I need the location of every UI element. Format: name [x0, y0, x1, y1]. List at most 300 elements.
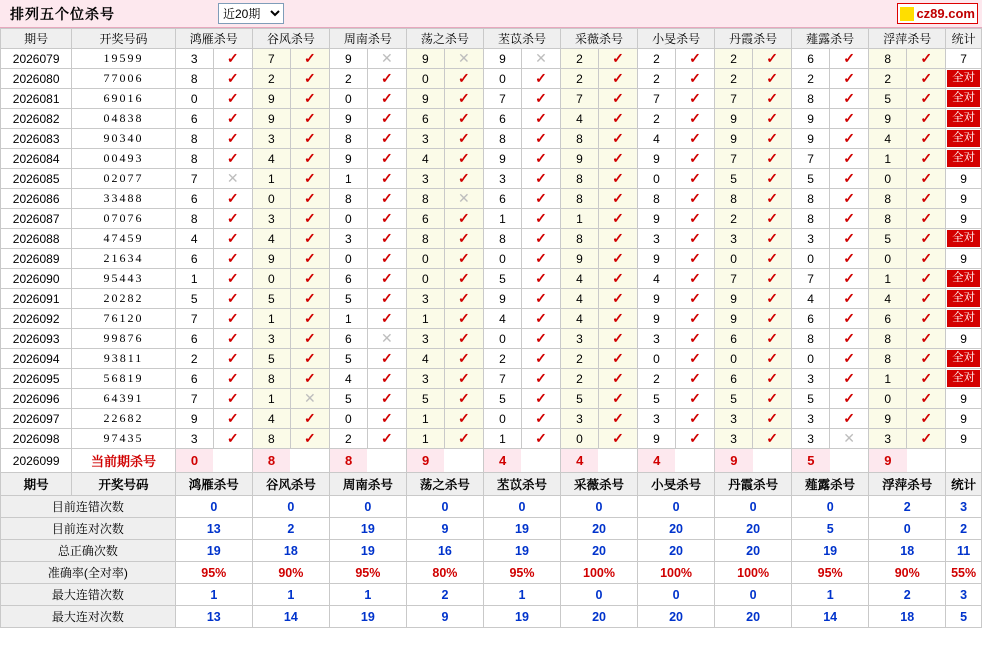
table-row: [1, 329, 982, 349]
cell-result-mark: [675, 229, 714, 249]
cell-kill-number: 2: [869, 69, 907, 89]
cell-kill-number: 2: [792, 69, 830, 89]
cell-result-mark: [444, 309, 483, 329]
cell-current-kill-number: 8: [329, 449, 367, 473]
tick-icon: ✓: [689, 390, 701, 406]
tick-icon: ✓: [226, 250, 239, 266]
cross-icon: ✕: [843, 430, 855, 446]
cell-kill-number: 4: [792, 289, 830, 309]
cell-kill-number: 0: [483, 69, 521, 89]
cell-stat: [946, 129, 982, 149]
cell-stat: 9: [946, 389, 982, 409]
table-row: [1, 269, 982, 289]
tick-icon: ✓: [612, 390, 624, 406]
cell-stat: [946, 269, 982, 289]
cell-result-mark: [907, 289, 946, 309]
cell-kill-number: 8: [406, 229, 444, 249]
cell-kill-number: 9: [715, 289, 753, 309]
tick-icon: ✓: [689, 370, 701, 386]
cell-result-mark: [444, 269, 483, 289]
tick-icon: ✓: [226, 110, 239, 126]
cell-result-mark: [444, 169, 483, 189]
cell-result-mark: [907, 89, 946, 109]
cell-result-mark: [907, 169, 946, 189]
cell-result-mark: [675, 209, 714, 229]
tick-icon: ✓: [535, 190, 547, 206]
cell-kill-number: 9: [483, 49, 521, 69]
cell-kill-number: 3: [638, 229, 676, 249]
tick-icon: ✓: [689, 190, 701, 206]
cell-result-mark: [213, 269, 252, 289]
tick-icon: ✓: [380, 410, 393, 426]
cell-result-mark: [521, 369, 560, 389]
cell-code: 95443: [72, 269, 175, 289]
cell-kill-number: 0: [406, 69, 444, 89]
tick-icon: ✓: [226, 350, 239, 366]
table-row: [1, 89, 982, 109]
stats-total: 55%: [946, 562, 982, 584]
cell-kill-number: 8: [483, 229, 521, 249]
tick-icon: ✓: [612, 370, 624, 386]
cell-kill-number: 2: [638, 49, 676, 69]
cell-kill-number: 8: [175, 149, 213, 169]
cell-issue: 2026080: [1, 69, 72, 89]
cell-current-blank: [907, 449, 946, 473]
cell-result-mark: [753, 289, 792, 309]
stats-cell: 20: [638, 606, 715, 628]
tick-icon: ✓: [303, 230, 316, 246]
cell-kill-number: 6: [715, 369, 753, 389]
tick-icon: ✓: [380, 290, 393, 306]
cell-result-mark: [830, 169, 869, 189]
cell-code: 93811: [72, 349, 175, 369]
cell-kill-number: 6: [175, 189, 213, 209]
cell-result-mark: [907, 129, 946, 149]
cell-kill-number: 9: [638, 249, 676, 269]
cell-result-mark: [753, 209, 792, 229]
cell-result-mark: [290, 49, 329, 69]
cell-result-mark: [598, 429, 637, 449]
cell-result-mark: [290, 429, 329, 449]
cell-kill-number: 8: [329, 189, 367, 209]
cell-kill-number: 4: [175, 229, 213, 249]
cell-kill-number: 9: [638, 309, 676, 329]
cell-issue: 2026092: [1, 309, 72, 329]
cell-kill-number: 0: [715, 249, 753, 269]
cell-current-blank: [444, 449, 483, 473]
stats-cell: 1: [252, 584, 329, 606]
stats-cell: 2: [252, 518, 329, 540]
cell-kill-number: 0: [252, 189, 290, 209]
cell-stat: 9: [946, 169, 982, 189]
cell-result-mark: [830, 429, 869, 449]
cell-result-mark: [367, 369, 406, 389]
cell-result-mark: [290, 89, 329, 109]
logo-square-icon: [900, 7, 914, 21]
tick-icon: ✓: [612, 50, 624, 66]
tick-icon: ✓: [458, 90, 470, 106]
tick-icon: ✓: [843, 210, 855, 226]
cell-kill-number: 7: [792, 149, 830, 169]
cell-result-mark: [907, 209, 946, 229]
cell-result-mark: [753, 349, 792, 369]
cell-kill-number: 8: [869, 349, 907, 369]
cell-result-mark: [675, 49, 714, 69]
cell-kill-number: 8: [869, 49, 907, 69]
tick-icon: ✓: [689, 270, 701, 286]
col-header-c3: 荡之杀号: [406, 29, 483, 49]
stats-row: [1, 606, 982, 628]
cell-kill-number: 2: [715, 69, 753, 89]
cell-result-mark: [213, 429, 252, 449]
cell-stat: [946, 69, 982, 89]
tick-icon: ✓: [920, 190, 933, 206]
table-row: [1, 189, 982, 209]
col-header-c1: 谷风杀号: [252, 473, 329, 496]
cell-result-mark: [521, 289, 560, 309]
stats-cell: 16: [406, 540, 483, 562]
cell-current-blank: [830, 449, 869, 473]
tick-icon: ✓: [843, 390, 855, 406]
stats-cell: 20: [561, 518, 638, 540]
cell-kill-number: 4: [329, 369, 367, 389]
cross-icon: ✕: [303, 390, 316, 406]
tick-icon: ✓: [920, 130, 933, 146]
tick-icon: ✓: [458, 350, 470, 366]
cell-kill-number: 6: [175, 369, 213, 389]
stats-cell: 90%: [869, 562, 946, 584]
cell-result-mark: [213, 209, 252, 229]
tick-icon: ✓: [380, 430, 393, 446]
cell-stat: [946, 149, 982, 169]
stats-total: 11: [946, 540, 982, 562]
tick-icon: ✓: [458, 230, 470, 246]
cell-result-mark: [367, 109, 406, 129]
col-header-c0: 鸿雁杀号: [175, 473, 252, 496]
cell-stat: [946, 369, 982, 389]
cell-kill-number: 7: [175, 169, 213, 189]
tick-icon: ✓: [920, 390, 933, 406]
tick-icon: ✓: [612, 190, 624, 206]
cell-code: 99876: [72, 329, 175, 349]
stats-cell: 20: [561, 606, 638, 628]
cell-kill-number: 6: [869, 309, 907, 329]
cell-result-mark: [444, 409, 483, 429]
cell-result-mark: [598, 169, 637, 189]
cell-kill-number: 5: [715, 389, 753, 409]
tick-icon: ✓: [612, 150, 624, 166]
tick-icon: ✓: [766, 170, 778, 186]
tick-icon: ✓: [226, 150, 239, 166]
stats-total: 5: [946, 606, 982, 628]
cell-result-mark: [521, 409, 560, 429]
cell-result-mark: [521, 309, 560, 329]
cell-kill-number: 1: [406, 409, 444, 429]
logo-text: cz89.com: [916, 6, 975, 21]
col-header-c9: 浮萍杀号: [869, 29, 946, 49]
table-row: [1, 289, 982, 309]
cell-result-mark: [444, 129, 483, 149]
cell-result-mark: [598, 149, 637, 169]
cell-kill-number: 5: [252, 349, 290, 369]
stats-cell: 90%: [252, 562, 329, 584]
cell-current-kill-number: 0: [175, 449, 213, 473]
all-correct-badge: 全对: [947, 70, 980, 87]
all-correct-badge: 全对: [947, 130, 980, 147]
tick-icon: ✓: [689, 210, 701, 226]
cell-kill-number: 5: [483, 269, 521, 289]
stats-cell: 95%: [483, 562, 560, 584]
cell-kill-number: 2: [715, 209, 753, 229]
stats-row-label: 目前连错次数: [1, 496, 176, 518]
cell-kill-number: 9: [483, 289, 521, 309]
cell-result-mark: [367, 89, 406, 109]
cell-kill-number: 0: [869, 249, 907, 269]
cell-result-mark: [753, 109, 792, 129]
cell-kill-number: 9: [715, 129, 753, 149]
tick-icon: ✓: [612, 90, 624, 106]
cell-kill-number: 3: [638, 329, 676, 349]
cell-result-mark: [521, 329, 560, 349]
cell-result-mark: [830, 189, 869, 209]
tick-icon: ✓: [226, 50, 239, 66]
cell-current-blank: [290, 449, 329, 473]
cell-result-mark: [753, 89, 792, 109]
stats-cell: 20: [638, 540, 715, 562]
cell-kill-number: 3: [252, 129, 290, 149]
cell-stat: 9: [946, 209, 982, 229]
cell-kill-number: 8: [869, 329, 907, 349]
cell-result-mark: [907, 369, 946, 389]
cell-kill-number: 9: [252, 89, 290, 109]
cell-result-mark: [213, 149, 252, 169]
cell-result-mark: [213, 369, 252, 389]
tick-icon: ✓: [920, 170, 933, 186]
tick-icon: ✓: [226, 390, 239, 406]
cell-kill-number: 0: [638, 349, 676, 369]
cell-kill-number: 0: [869, 169, 907, 189]
col-header-c2: 周南杀号: [329, 473, 406, 496]
cell-kill-number: 6: [175, 109, 213, 129]
tick-icon: ✓: [612, 70, 624, 86]
cell-kill-number: 3: [561, 329, 599, 349]
cell-kill-number: 0: [792, 249, 830, 269]
cell-result-mark: [213, 289, 252, 309]
stats-row-label: 最大连错次数: [1, 584, 176, 606]
cell-stat: [946, 289, 982, 309]
cell-result-mark: [830, 229, 869, 249]
cell-result-mark: [675, 349, 714, 369]
cell-code: 21634: [72, 249, 175, 269]
tick-icon: ✓: [380, 130, 393, 146]
cell-current-blank: [753, 449, 792, 473]
cell-kill-number: 3: [483, 169, 521, 189]
cell-kill-number: 6: [329, 329, 367, 349]
tick-icon: ✓: [226, 330, 239, 346]
cell-kill-number: 0: [483, 409, 521, 429]
cell-kill-number: 7: [792, 269, 830, 289]
all-correct-badge: 全对: [947, 270, 980, 287]
cell-code: 22682: [72, 409, 175, 429]
cell-result-mark: [444, 209, 483, 229]
cell-kill-number: 6: [175, 329, 213, 349]
tick-icon: ✓: [535, 430, 547, 446]
table-row: [1, 429, 982, 449]
cell-result-mark: [367, 409, 406, 429]
cross-icon: ✕: [458, 190, 470, 206]
cell-kill-number: 0: [638, 169, 676, 189]
table-row: [1, 409, 982, 429]
cell-result-mark: [521, 149, 560, 169]
cell-kill-number: 2: [638, 369, 676, 389]
cell-result-mark: [290, 409, 329, 429]
cell-kill-number: 9: [561, 249, 599, 269]
tick-icon: ✓: [380, 170, 393, 186]
tick-icon: ✓: [458, 290, 470, 306]
cell-result-mark: [907, 149, 946, 169]
tick-icon: ✓: [380, 190, 393, 206]
period-select[interactable]: [218, 3, 284, 24]
cell-result-mark: [290, 389, 329, 409]
cell-kill-number: 5: [715, 169, 753, 189]
tick-icon: ✓: [689, 70, 701, 86]
tick-icon: ✓: [535, 110, 547, 126]
tick-icon: ✓: [303, 110, 316, 126]
tick-icon: ✓: [843, 290, 855, 306]
cell-result-mark: [213, 189, 252, 209]
stats-cell: 0: [638, 496, 715, 518]
stats-cell: 0: [483, 496, 560, 518]
tick-icon: ✓: [226, 410, 239, 426]
cell-result-mark: [444, 429, 483, 449]
cell-result-mark: [367, 209, 406, 229]
cell-result-mark: [367, 309, 406, 329]
tick-icon: ✓: [843, 350, 855, 366]
cell-kill-number: 0: [869, 389, 907, 409]
tick-icon: ✓: [303, 250, 316, 266]
cell-kill-number: 3: [252, 329, 290, 349]
cell-result-mark: [290, 189, 329, 209]
cell-kill-number: 0: [406, 269, 444, 289]
cell-kill-number: 1: [483, 429, 521, 449]
cell-kill-number: 8: [406, 189, 444, 209]
cell-kill-number: 5: [329, 349, 367, 369]
stats-cell: 1: [329, 584, 406, 606]
stats-row-label: 目前连对次数: [1, 518, 176, 540]
cell-result-mark: [444, 329, 483, 349]
cell-result-mark: [290, 129, 329, 149]
cell-kill-number: 9: [869, 409, 907, 429]
cell-result-mark: [753, 329, 792, 349]
col-header-code: 开奖号码: [72, 29, 175, 49]
tick-icon: ✓: [303, 50, 316, 66]
tick-icon: ✓: [689, 230, 701, 246]
cell-kill-number: 5: [406, 389, 444, 409]
cell-issue: 2026086: [1, 189, 72, 209]
cell-kill-number: 1: [869, 269, 907, 289]
all-correct-badge: 全对: [947, 370, 980, 387]
stats-total: 3: [946, 584, 982, 606]
cell-kill-number: 5: [869, 229, 907, 249]
tick-icon: ✓: [535, 410, 547, 426]
cell-kill-number: 5: [252, 289, 290, 309]
tick-icon: ✓: [380, 350, 393, 366]
cell-result-mark: [830, 249, 869, 269]
cell-kill-number: 1: [483, 209, 521, 229]
cell-current-kill-number: 4: [561, 449, 599, 473]
cell-kill-number: 5: [329, 289, 367, 309]
cell-stat: [946, 229, 982, 249]
tick-icon: ✓: [920, 90, 933, 106]
cell-kill-number: 3: [406, 289, 444, 309]
cell-result-mark: [907, 429, 946, 449]
tick-icon: ✓: [612, 430, 624, 446]
cell-kill-number: 8: [561, 229, 599, 249]
tick-icon: ✓: [843, 190, 855, 206]
cell-kill-number: 7: [252, 49, 290, 69]
cell-result-mark: [213, 49, 252, 69]
tick-icon: ✓: [535, 290, 547, 306]
cell-result-mark: [367, 269, 406, 289]
stats-row: [1, 496, 982, 518]
stats-cell: 100%: [561, 562, 638, 584]
cell-kill-number: 0: [252, 269, 290, 289]
cell-kill-number: 1: [252, 389, 290, 409]
cell-kill-number: 8: [175, 209, 213, 229]
cell-result-mark: [907, 229, 946, 249]
stats-row: [1, 518, 982, 540]
stats-cell: 9: [406, 606, 483, 628]
all-correct-badge: 全对: [947, 230, 980, 247]
tick-icon: ✓: [380, 90, 393, 106]
cell-kill-number: 7: [638, 89, 676, 109]
cell-issue: 2026098: [1, 429, 72, 449]
cell-kill-number: 1: [175, 269, 213, 289]
cell-kill-number: 6: [483, 189, 521, 209]
table-row: [1, 349, 982, 369]
tick-icon: ✓: [226, 290, 239, 306]
table-row: [1, 49, 982, 69]
cell-kill-number: 6: [792, 49, 830, 69]
cell-kill-number: 7: [715, 269, 753, 289]
cell-kill-number: 8: [869, 189, 907, 209]
cell-kill-number: 9: [483, 149, 521, 169]
cell-issue: 2026097: [1, 409, 72, 429]
cell-result-mark: [753, 169, 792, 189]
tick-icon: ✓: [380, 370, 393, 386]
cell-kill-number: 1: [406, 429, 444, 449]
tick-icon: ✓: [303, 430, 316, 446]
tick-icon: ✓: [689, 410, 701, 426]
table-row: [1, 229, 982, 249]
tick-icon: ✓: [380, 230, 393, 246]
tick-icon: ✓: [766, 150, 778, 166]
tick-icon: ✓: [766, 110, 778, 126]
cell-result-mark: [830, 89, 869, 109]
cell-code: 04838: [72, 109, 175, 129]
cell-kill-number: 9: [792, 129, 830, 149]
cell-kill-number: 3: [561, 409, 599, 429]
cell-code: 07076: [72, 209, 175, 229]
cell-result-mark: [598, 109, 637, 129]
cell-result-mark: [675, 329, 714, 349]
cell-code: 97435: [72, 429, 175, 449]
tick-icon: ✓: [458, 270, 470, 286]
table-row: [1, 249, 982, 269]
col-header-c2: 周南杀号: [329, 29, 406, 49]
cell-result-mark: [213, 389, 252, 409]
cell-result-mark: [830, 349, 869, 369]
